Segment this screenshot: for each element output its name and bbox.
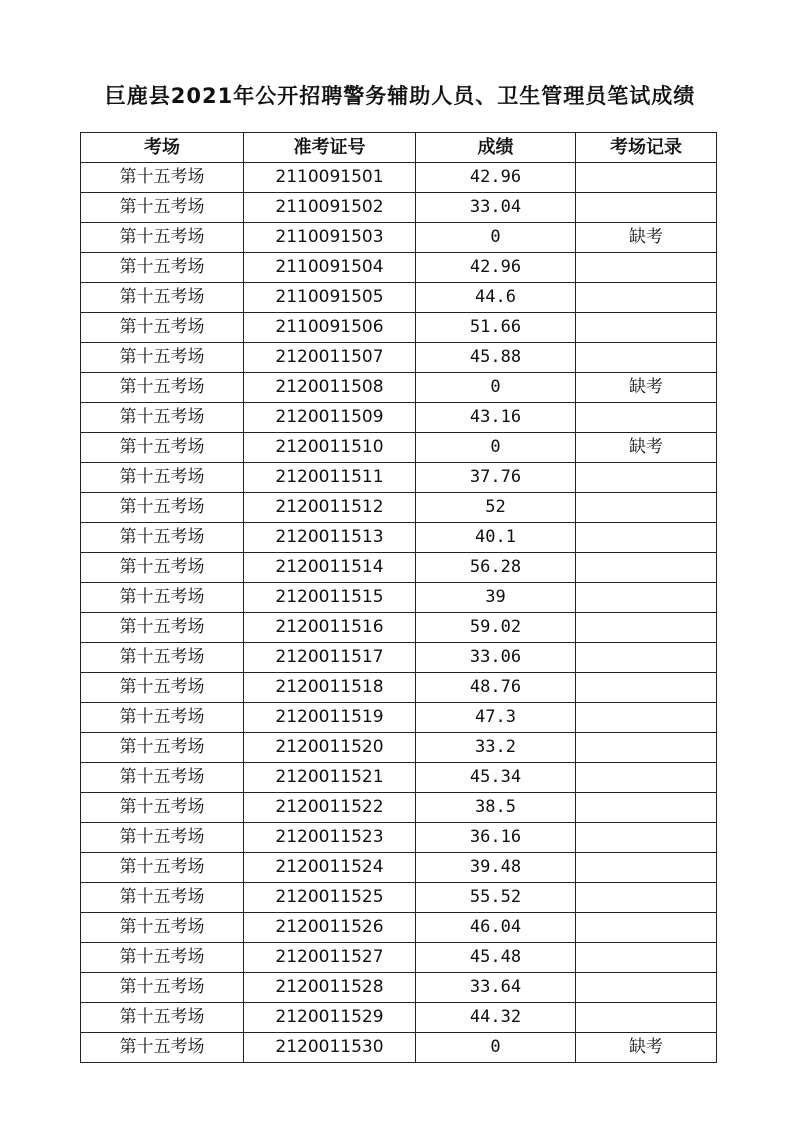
- cell-score: 43.16: [416, 403, 576, 433]
- cell-score: 47.3: [416, 703, 576, 733]
- cell-score: 40.1: [416, 523, 576, 553]
- cell-exam-id: 2120011520: [244, 733, 416, 763]
- cell-exam-room: 第十五考场: [81, 193, 244, 223]
- cell-exam-record: [576, 253, 717, 283]
- cell-score: 45.88: [416, 343, 576, 373]
- cell-score: 0: [416, 433, 576, 463]
- cell-exam-id: 2110091501: [244, 163, 416, 193]
- cell-score: 56.28: [416, 553, 576, 583]
- table-row: [81, 613, 717, 643]
- cell-exam-room: 第十五考场: [81, 763, 244, 793]
- table-row: [81, 943, 717, 973]
- cell-exam-id: 2120011522: [244, 793, 416, 823]
- cell-score: 45.34: [416, 763, 576, 793]
- cell-exam-id: 2120011523: [244, 823, 416, 853]
- cell-exam-room: 第十五考场: [81, 913, 244, 943]
- cell-exam-id: 2110091504: [244, 253, 416, 283]
- cell-exam-id: 2120011526: [244, 913, 416, 943]
- table-row: [81, 223, 717, 253]
- cell-score: 33.2: [416, 733, 576, 763]
- table-row: [81, 973, 717, 1003]
- cell-exam-id: 2110091502: [244, 193, 416, 223]
- cell-exam-id: 2120011512: [244, 493, 416, 523]
- cell-exam-record: [576, 793, 717, 823]
- cell-exam-id: 2110091505: [244, 283, 416, 313]
- table-row: [81, 343, 717, 373]
- cell-score: 42.96: [416, 253, 576, 283]
- cell-exam-id: 2120011511: [244, 463, 416, 493]
- table-row: [81, 1033, 717, 1063]
- cell-exam-id: 2120011527: [244, 943, 416, 973]
- cell-exam-id: 2120011518: [244, 673, 416, 703]
- cell-score: 38.5: [416, 793, 576, 823]
- cell-score: 33.04: [416, 193, 576, 223]
- cell-exam-room: 第十五考场: [81, 283, 244, 313]
- cell-exam-room: 第十五考场: [81, 253, 244, 283]
- cell-exam-id: 2120011513: [244, 523, 416, 553]
- table-row: [81, 883, 717, 913]
- table-row: [81, 553, 717, 583]
- cell-score: 39: [416, 583, 576, 613]
- cell-exam-id: 2120011530: [244, 1033, 416, 1063]
- table-row: [81, 193, 717, 223]
- cell-score: 0: [416, 1033, 576, 1063]
- cell-score: 55.52: [416, 883, 576, 913]
- cell-exam-record: [576, 553, 717, 583]
- cell-exam-id: 2120011510: [244, 433, 416, 463]
- header-exam-record: 考场记录: [576, 133, 717, 163]
- cell-exam-room: 第十五考场: [81, 163, 244, 193]
- cell-exam-room: 第十五考场: [81, 1033, 244, 1063]
- header-score: 成绩: [416, 133, 576, 163]
- table-row: [81, 733, 717, 763]
- cell-exam-room: 第十五考场: [81, 613, 244, 643]
- cell-exam-record: [576, 493, 717, 523]
- cell-score: 0: [416, 223, 576, 253]
- cell-exam-room: 第十五考场: [81, 883, 244, 913]
- cell-exam-id: 2120011507: [244, 343, 416, 373]
- score-table: [80, 132, 717, 1063]
- cell-exam-record: 缺考: [576, 433, 717, 463]
- cell-exam-room: 第十五考场: [81, 943, 244, 973]
- cell-exam-record: [576, 403, 717, 433]
- cell-score: 59.02: [416, 613, 576, 643]
- cell-exam-record: 缺考: [576, 373, 717, 403]
- cell-score: 33.06: [416, 643, 576, 673]
- cell-exam-id: 2120011519: [244, 703, 416, 733]
- cell-exam-id: 2120011509: [244, 403, 416, 433]
- cell-score: 42.96: [416, 163, 576, 193]
- cell-score: 46.04: [416, 913, 576, 943]
- cell-exam-id: 2120011521: [244, 763, 416, 793]
- cell-exam-id: 2110091506: [244, 313, 416, 343]
- cell-exam-id: 2120011528: [244, 973, 416, 1003]
- cell-exam-record: [576, 1003, 717, 1033]
- cell-exam-room: 第十五考场: [81, 373, 244, 403]
- cell-exam-record: [576, 973, 717, 1003]
- cell-exam-room: 第十五考场: [81, 583, 244, 613]
- table-row: [81, 703, 717, 733]
- cell-exam-room: 第十五考场: [81, 313, 244, 343]
- cell-exam-room: 第十五考场: [81, 673, 244, 703]
- cell-exam-record: [576, 283, 717, 313]
- cell-exam-id: 2110091503: [244, 223, 416, 253]
- header-row: [81, 133, 717, 163]
- cell-exam-record: [576, 163, 717, 193]
- cell-exam-record: [576, 523, 717, 553]
- cell-exam-record: [576, 463, 717, 493]
- table-row: [81, 823, 717, 853]
- cell-score: 36.16: [416, 823, 576, 853]
- table-row: [81, 583, 717, 613]
- cell-exam-room: 第十五考场: [81, 733, 244, 763]
- cell-exam-room: 第十五考场: [81, 1003, 244, 1033]
- cell-exam-record: [576, 913, 717, 943]
- cell-exam-id: 2120011516: [244, 613, 416, 643]
- cell-score: 52: [416, 493, 576, 523]
- cell-exam-id: 2120011525: [244, 883, 416, 913]
- cell-score: 44.32: [416, 1003, 576, 1033]
- cell-exam-record: [576, 853, 717, 883]
- cell-exam-room: 第十五考场: [81, 493, 244, 523]
- table-row: [81, 763, 717, 793]
- cell-exam-record: [576, 703, 717, 733]
- cell-exam-id: 2120011508: [244, 373, 416, 403]
- cell-exam-record: [576, 313, 717, 343]
- table-row: [81, 853, 717, 883]
- cell-score: 44.6: [416, 283, 576, 313]
- cell-exam-id: 2120011524: [244, 853, 416, 883]
- cell-score: 39.48: [416, 853, 576, 883]
- cell-score: 45.48: [416, 943, 576, 973]
- cell-exam-record: [576, 613, 717, 643]
- cell-score: 51.66: [416, 313, 576, 343]
- cell-exam-record: [576, 643, 717, 673]
- cell-exam-room: 第十五考场: [81, 643, 244, 673]
- header-exam-id: 准考证号: [244, 133, 416, 163]
- table-row: [81, 433, 717, 463]
- cell-exam-id: 2120011514: [244, 553, 416, 583]
- table-row: [81, 793, 717, 823]
- cell-exam-record: [576, 823, 717, 853]
- cell-exam-record: 缺考: [576, 1033, 717, 1063]
- table-body: [81, 163, 717, 1063]
- cell-exam-room: 第十五考场: [81, 463, 244, 493]
- table-row: [81, 403, 717, 433]
- table-row: [81, 253, 717, 283]
- cell-exam-record: [576, 763, 717, 793]
- table-row: [81, 463, 717, 493]
- cell-exam-record: [576, 343, 717, 373]
- table-row: [81, 313, 717, 343]
- table-row: [81, 493, 717, 523]
- cell-exam-room: 第十五考场: [81, 823, 244, 853]
- cell-exam-id: 2120011517: [244, 643, 416, 673]
- cell-exam-record: [576, 733, 717, 763]
- cell-score: 0: [416, 373, 576, 403]
- table-row: [81, 673, 717, 703]
- cell-exam-record: 缺考: [576, 223, 717, 253]
- cell-exam-record: [576, 883, 717, 913]
- cell-exam-room: 第十五考场: [81, 343, 244, 373]
- cell-exam-room: 第十五考场: [81, 433, 244, 463]
- cell-exam-room: 第十五考场: [81, 793, 244, 823]
- table-row: [81, 373, 717, 403]
- cell-score: 37.76: [416, 463, 576, 493]
- cell-exam-record: [576, 583, 717, 613]
- cell-exam-room: 第十五考场: [81, 523, 244, 553]
- table-row: [81, 1003, 717, 1033]
- cell-exam-room: 第十五考场: [81, 703, 244, 733]
- cell-exam-room: 第十五考场: [81, 403, 244, 433]
- page-title: 巨鹿县2021年公开招聘警务辅助人员、卫生管理员笔试成绩: [104, 84, 696, 108]
- cell-exam-room: 第十五考场: [81, 853, 244, 883]
- cell-exam-id: 2120011529: [244, 1003, 416, 1033]
- table-row: [81, 283, 717, 313]
- cell-exam-record: [576, 193, 717, 223]
- table-row: [81, 643, 717, 673]
- header-exam-room: 考场: [81, 133, 244, 163]
- cell-exam-record: [576, 673, 717, 703]
- cell-score: 33.64: [416, 973, 576, 1003]
- cell-exam-record: [576, 943, 717, 973]
- cell-exam-room: 第十五考场: [81, 973, 244, 1003]
- cell-exam-room: 第十五考场: [81, 223, 244, 253]
- table-row: [81, 523, 717, 553]
- cell-score: 48.76: [416, 673, 576, 703]
- table-header: [81, 133, 717, 163]
- cell-exam-room: 第十五考场: [81, 553, 244, 583]
- table-row: [81, 913, 717, 943]
- cell-exam-id: 2120011515: [244, 583, 416, 613]
- table-row: [81, 163, 717, 193]
